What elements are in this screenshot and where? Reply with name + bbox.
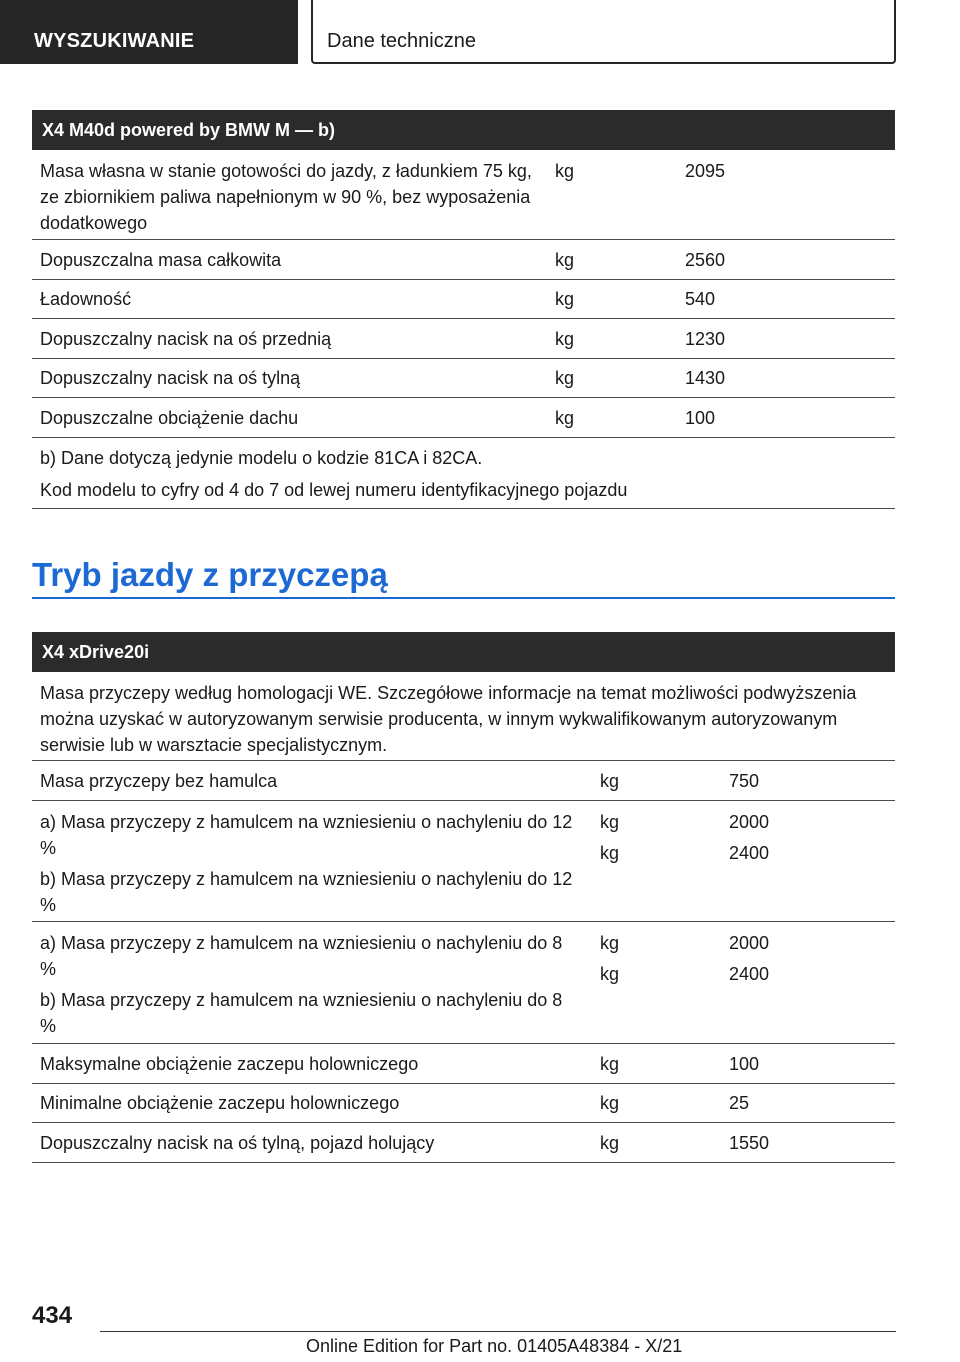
- row-unit: kg: [555, 250, 575, 270]
- row-unit: kg: [600, 1093, 620, 1113]
- table-title: X4 xDrive20i: [32, 632, 895, 672]
- value-b: 2400: [729, 964, 770, 984]
- section-tab-technical-data[interactable]: Dane techniczne: [311, 0, 896, 64]
- footer-divider: [100, 1331, 896, 1332]
- row-value: [729, 809, 769, 921]
- row-value: 100: [685, 408, 716, 428]
- row-label: Ładowność: [40, 289, 132, 309]
- row-label: [32, 930, 600, 1043]
- footer-edition: Online Edition for Part no. 01405A48384 - X/21: [306, 1336, 683, 1356]
- table-x4-xdrive20i: [32, 632, 895, 1163]
- footnote-b: b) Dane dotyczą jedynie modelu o kodzie 81CA i 82CA.: [40, 448, 483, 468]
- row-unit: kg: [555, 289, 575, 309]
- page-number: 434: [32, 1302, 73, 1329]
- table-row: [32, 398, 895, 438]
- value-b: 2400: [729, 843, 770, 863]
- unit-a: kg: [600, 812, 620, 832]
- row-unit: kg: [600, 1133, 620, 1153]
- table-row: [32, 1044, 895, 1084]
- unit-a: kg: [600, 933, 620, 953]
- row-value: 100: [729, 1054, 760, 1074]
- row-unit: [600, 809, 729, 921]
- section-title: Tryb jazdy z przyczepą: [32, 555, 895, 599]
- value-a: 2000: [729, 933, 770, 953]
- row-label: Dopuszczalny nacisk na oś tylną: [40, 368, 301, 388]
- label-a: a) Masa przyczepy z hamulcem na wzniesieniu o nachyleniu do 8 %: [40, 933, 563, 979]
- row-label: Dopuszczalny nacisk na oś przednią: [40, 329, 332, 349]
- search-tab[interactable]: WYSZUKIWANIE: [0, 0, 298, 64]
- table-row: [32, 1084, 895, 1123]
- row-value: 2560: [685, 250, 726, 270]
- table-intro: [32, 672, 895, 761]
- row-unit: kg: [555, 408, 575, 428]
- row-value: 540: [685, 289, 716, 309]
- row-label: Dopuszczalny nacisk na oś tylną, pojazd holujący: [40, 1133, 435, 1153]
- table-row: [32, 761, 895, 801]
- table-row: [32, 359, 895, 398]
- row-label: Masa własna w stanie gotowości do jazdy, z ładunkiem 75 kg, ze zbiornikiem paliwa napełnionym w 90 %, bez wyposażenia dodatkowego: [40, 161, 532, 233]
- value-a: 2000: [729, 812, 770, 832]
- table-row: [32, 280, 895, 319]
- row-value: 25: [729, 1093, 750, 1113]
- table-x4-m40d: [32, 110, 895, 509]
- table-title: X4 M40d powered by BMW M — b): [32, 110, 895, 150]
- table-row: [32, 1123, 895, 1163]
- label-b: b) Masa przyczepy z hamulcem na wzniesieniu o nachyleniu do 8 %: [40, 990, 563, 1036]
- row-value: 750: [729, 771, 760, 791]
- row-value: 1550: [729, 1133, 770, 1153]
- table-row: [32, 922, 895, 1044]
- intro-text: Masa przyczepy według homologacji WE. Szczegółowe informacje na temat możliwości podwyższenia można uzyskać w autoryzowanym serwisie producenta, w innym wykwalifikowanym autoryzowanym serwisie lub w warsztacie specjalistycznym.: [40, 683, 857, 755]
- unit-b: kg: [600, 843, 620, 863]
- footnote-model-code: Kod modelu to cyfry od 4 do 7 od lewej numeru identyfikacyjnego pojazdu: [40, 480, 628, 500]
- row-label: Dopuszczalne obciążenie dachu: [40, 408, 299, 428]
- row-label: Maksymalne obciążenie zaczepu holowniczego: [40, 1054, 419, 1074]
- row-label: Dopuszczalna masa całkowita: [40, 250, 282, 270]
- row-unit: kg: [600, 1054, 620, 1074]
- row-unit: kg: [555, 161, 575, 181]
- row-value: 2095: [685, 161, 726, 181]
- table-row: [32, 801, 895, 922]
- row-value: 1430: [685, 368, 726, 388]
- row-unit: [600, 930, 729, 1043]
- row-label: Minimalne obciążenie zaczepu holowniczego: [40, 1093, 400, 1113]
- row-unit: kg: [555, 329, 575, 349]
- label-a: a) Masa przyczepy z hamulcem na wzniesieniu o nachyleniu do 12 %: [40, 812, 573, 858]
- row-label: [32, 809, 600, 921]
- table-row: [32, 240, 895, 280]
- table-footnote: [32, 438, 895, 509]
- row-value: [729, 930, 769, 1043]
- row-value: 1230: [685, 329, 726, 349]
- table-row: [32, 150, 895, 240]
- label-b: b) Masa przyczepy z hamulcem na wzniesieniu o nachyleniu do 12 %: [40, 869, 573, 915]
- row-unit: kg: [555, 368, 575, 388]
- unit-b: kg: [600, 964, 620, 984]
- table-row: [32, 319, 895, 359]
- row-unit: kg: [600, 771, 620, 791]
- row-label: Masa przyczepy bez hamulca: [40, 771, 278, 791]
